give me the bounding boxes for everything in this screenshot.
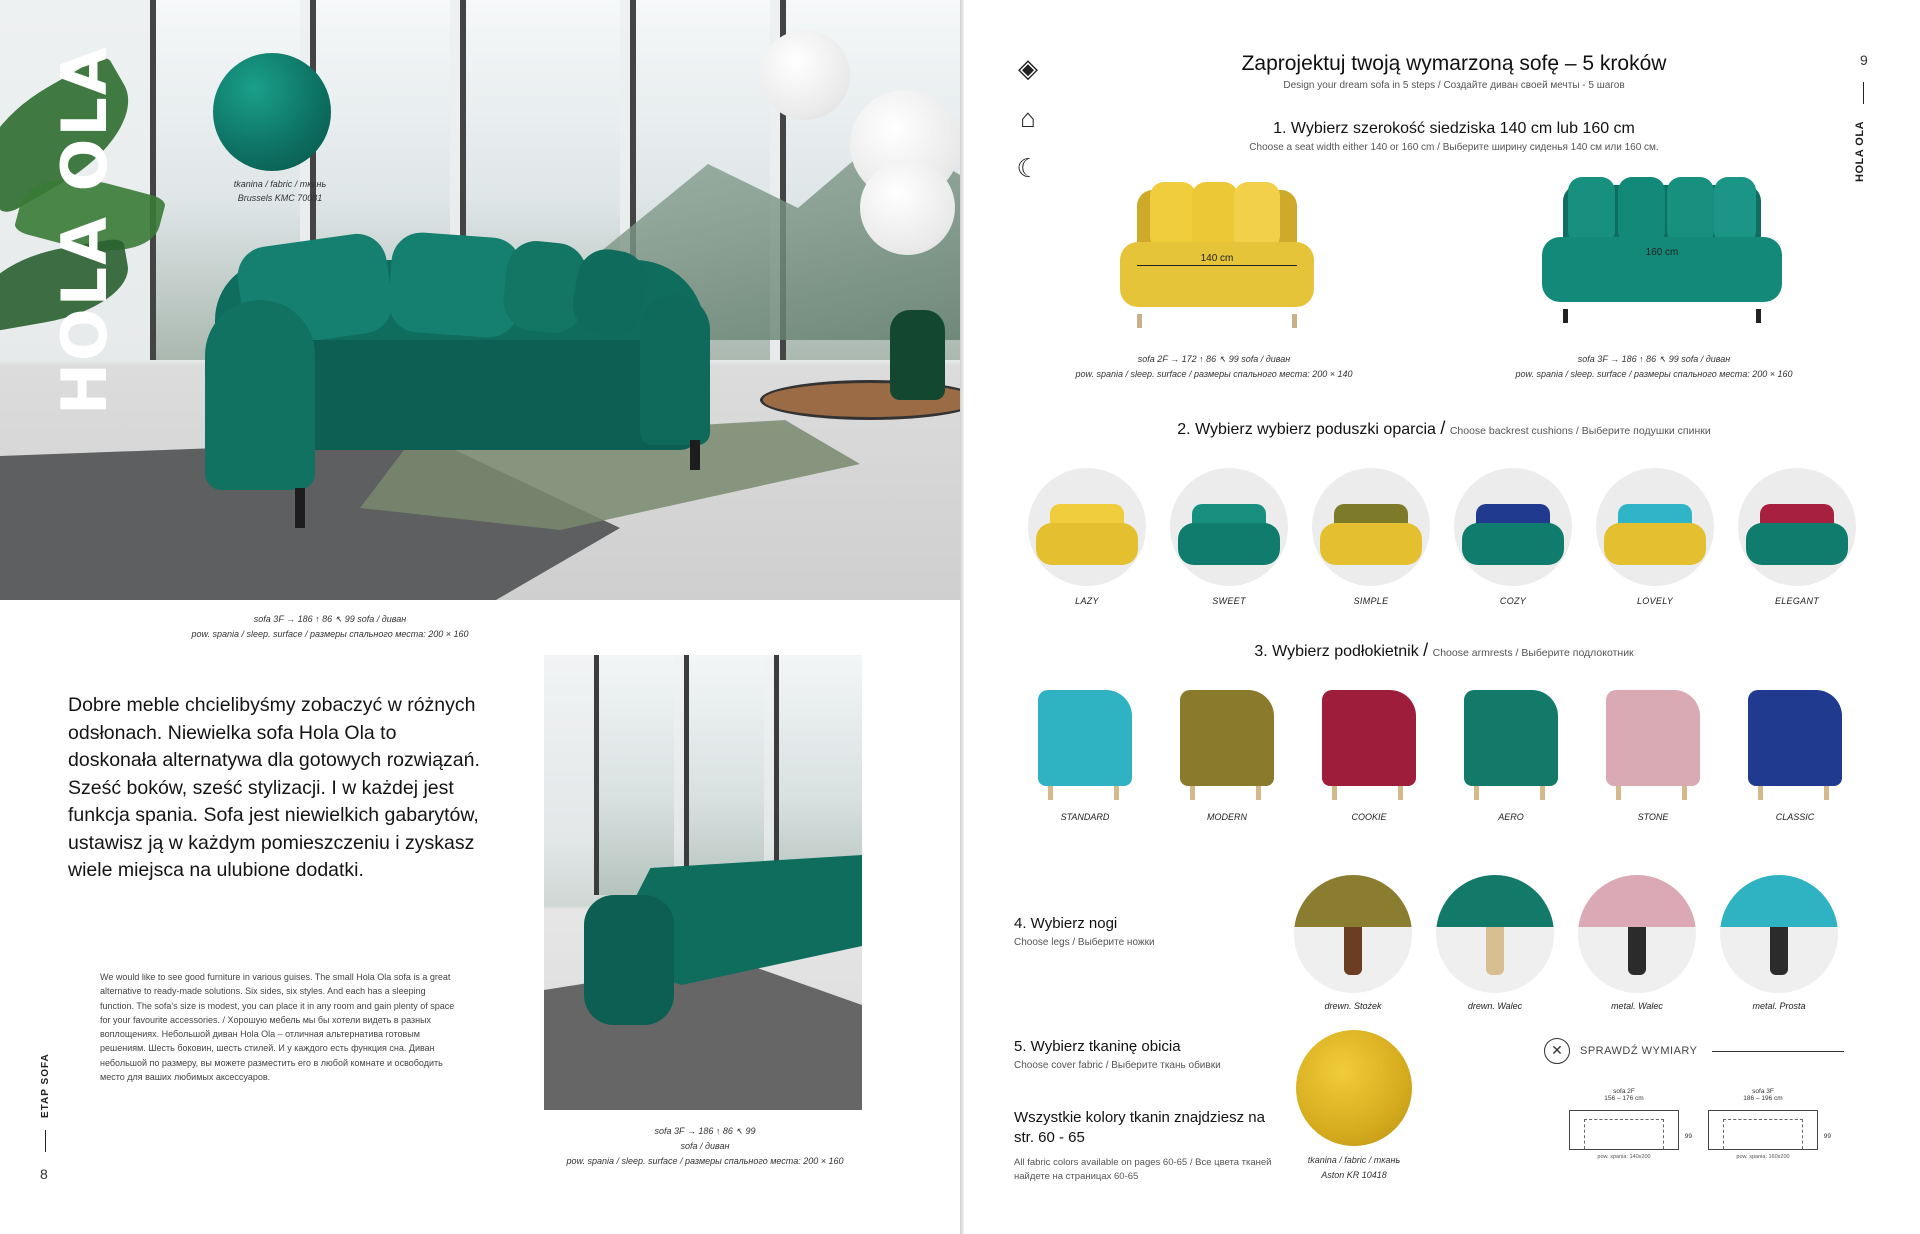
- sofa-160-spec: sofa 3F → 186 ↑ 86 ↖ 99 sofa / диван pow. spania / sleep. surface / размеры спального места: 200 × 160: [1515, 354, 1793, 379]
- step2-heading: 2. Wybierz wybierz poduszki oparcia / Choose backrest cushions / Выберите подушки спинки: [1177, 418, 1711, 438]
- sofa-140-image: [1112, 190, 1322, 320]
- leg-options: [1294, 875, 1894, 1025]
- hero-photo: [0, 0, 960, 600]
- leg-option[interactable]: [1436, 875, 1554, 1011]
- armrest-swatch: [1606, 690, 1700, 786]
- leg-option[interactable]: [1294, 875, 1412, 1011]
- armrest-swatch: [1180, 690, 1274, 786]
- armrest-swatch: [1038, 690, 1132, 786]
- option-label: metal. Walec: [1611, 1001, 1663, 1011]
- option-label: drewn. Walec: [1467, 1001, 1523, 1011]
- armrest-swatch: [1322, 690, 1416, 786]
- armrest-option[interactable]: [1598, 690, 1708, 822]
- option-label: LOVELY: [1637, 596, 1673, 606]
- pendant-lamp: [760, 30, 850, 120]
- leg-swatch: [1294, 875, 1412, 993]
- leg-swatch: [1720, 875, 1838, 993]
- step1-heading: 1. Wybierz szerokość siedziska 140 cm lub 160 cm Choose a seat width either 140 or 160 cm / Выберите ширину сиденья 140 см или 160 см.: [1249, 120, 1659, 153]
- right-page: [964, 0, 1920, 1234]
- dimension-drawing-3f: sofa 3F 186 – 196 cm 99 pow. spania: 160x200: [1708, 1088, 1818, 1160]
- fabric-swatch: [213, 53, 331, 171]
- width-label: 140 cm: [1200, 253, 1234, 265]
- dimension-drawing-2f: sofa 2F 156 – 176 cm 99 pow. spania: 140x200: [1569, 1088, 1679, 1160]
- sofa-arm-left: [205, 300, 315, 490]
- sleeping-sofa-photo: [544, 655, 862, 1110]
- cushion-option[interactable]: [1596, 468, 1714, 606]
- fabric-swatch: [1296, 1030, 1412, 1146]
- divider: [1863, 82, 1864, 104]
- sofa-outline-icon: ⌂: [1020, 103, 1036, 133]
- option-label: MODERN: [1207, 812, 1247, 822]
- cushion-option[interactable]: [1454, 468, 1572, 606]
- body-text: We would like to see good furniture in various guises. The small Hola Ola sofa is a great alternative to ready-made solutions. Six sides, six styles. And each has a sleeping function. The sofa's size is modest, you can place it in any room and gain plenty of space for your favourite accessories. / Хорошую мебель мы бы хотели видеть в разных воплощениях. Небольшой диван Hola Ola – отличная альтернатива готовым решениям. Шесть боковин, шесть стилей. И у каждого есть функция сна. Диван небольшой по размеру, вы можете разместить его в любой комнате и освободить место для ваших любимых аксессуаров.: [100, 972, 455, 1083]
- width-label: 160 cm: [1645, 247, 1679, 259]
- brand-vertical: HOLA OLA: [48, 45, 121, 415]
- sofa-arm: [584, 895, 674, 1025]
- option-label: drewn. Stożek: [1324, 1001, 1382, 1011]
- option-label: metal. Prosta: [1752, 1001, 1806, 1011]
- leg-swatch: [1436, 875, 1554, 993]
- armrest-swatch: [1748, 690, 1842, 786]
- cushion-option[interactable]: [1170, 468, 1288, 606]
- pillow: [387, 231, 524, 340]
- cushion-option[interactable]: [1312, 468, 1430, 606]
- armrest-option[interactable]: [1740, 690, 1850, 822]
- page-heading: [1164, 52, 1744, 91]
- all-colors-note: Wszystkie kolory tkanin znajdziesz na str. 60 - 65 All fabric colors available on pages 60-65 / Все цвета тканей найдете на страницах 60-65: [1014, 1109, 1272, 1182]
- sofa-leg: [690, 440, 700, 470]
- armrest-option[interactable]: [1172, 690, 1282, 822]
- photo2-caption: sofa 3F → 186 ↑ 86 ↖ 99 sofa / диван pow. spania / sleep. surface / размеры спального места: 200 × 160: [566, 1126, 844, 1166]
- cushion-swatch: [1738, 468, 1856, 586]
- sofa-leg: [295, 488, 305, 528]
- cushion-options: [1028, 468, 1878, 608]
- cushion-swatch: [1028, 468, 1146, 586]
- option-label: COOKIE: [1351, 812, 1387, 822]
- window: [684, 655, 764, 895]
- option-label: STANDARD: [1060, 812, 1110, 822]
- pendant-lamp: [860, 160, 955, 255]
- sofa-160-image: [1532, 185, 1792, 315]
- window: [594, 655, 674, 895]
- option-label: AERO: [1498, 812, 1524, 822]
- option-label: CLASSIC: [1775, 812, 1815, 822]
- leg-swatch: [1578, 875, 1696, 993]
- option-label: SIMPLE: [1353, 596, 1389, 606]
- page-subtitle: Design your dream sofa in 5 steps / Создайте диван своей мечты - 5 шагов: [1283, 80, 1625, 91]
- step3-heading: 3. Wybierz podłokietnik / Choose armrests / Выберите подлокотник: [1254, 640, 1634, 660]
- option-label: STONE: [1637, 812, 1669, 822]
- cushion-option[interactable]: [1738, 468, 1856, 606]
- section-label: ETAP SOFA: [40, 1053, 51, 1118]
- armrest-swatch: [1464, 690, 1558, 786]
- icon-column: [1012, 52, 1052, 202]
- check-dimensions: ✕ SPRAWDŹ WYMIARY: [1544, 1038, 1844, 1064]
- sofa-140-spec: sofa 2F → 172 ↑ 86 ↖ 99 sofa / диван pow. spania / sleep. surface / размеры спального места: 200 × 140: [1075, 354, 1353, 379]
- cushion-swatch: [1596, 468, 1714, 586]
- sofa-arm-right: [640, 295, 710, 445]
- leg-option[interactable]: [1720, 875, 1838, 1011]
- vase: [890, 310, 945, 400]
- option-label: COZY: [1499, 596, 1527, 606]
- sofa-seat: [280, 340, 700, 450]
- armrest-options: [1030, 690, 1880, 840]
- page-number: 8: [40, 1166, 48, 1182]
- ruler-icon: ✕: [1544, 1038, 1570, 1064]
- page-number: 9: [1860, 52, 1868, 68]
- armrest-option[interactable]: [1030, 690, 1140, 822]
- divider: [45, 1130, 46, 1152]
- armrest-option[interactable]: [1456, 690, 1566, 822]
- lead-paragraph: Dobre meble chcielibyśmy zobaczyć w różnych odsłonach. Niewielka sofa Hola Ola to doskonała alternatywa dla gotowych rozwiązań. Sześć boków, sześć stylizacji. I w każdej jest funkcja spania. Sofa jest niewielkich gabarytów, ustawisz ją w każdym pomieszczeniu i zyskasz wiele miejsca na ulubione dodatki.: [68, 694, 480, 881]
- leg-option[interactable]: [1578, 875, 1696, 1011]
- fabric-caption: tkanina / fabric / ткань Brussels KMC 70081: [233, 179, 327, 203]
- moon-icon: ☾: [1016, 153, 1040, 183]
- step4-heading: 4. Wybierz nogi Choose legs / Выберите ножки: [1014, 915, 1155, 948]
- vertical-title: HOLA OLA: [1854, 120, 1866, 182]
- option-label: LAZY: [1075, 596, 1099, 606]
- fabric-caption: tkanina / fabric / ткань Aston KR 10418: [1307, 1155, 1401, 1180]
- page-title: Zaprojektuj twoją wymarzoną sofę – 5 kroków: [1241, 52, 1667, 75]
- cushion-swatch: [1170, 468, 1288, 586]
- cushion-swatch: [1454, 468, 1572, 586]
- cushion-swatch: [1312, 468, 1430, 586]
- diamond-pattern-icon: ◈: [1018, 53, 1038, 83]
- option-label: ELEGANT: [1774, 596, 1820, 606]
- hero-caption: sofa 3F → 186 ↑ 86 ↖ 99 sofa / диван pow. spania / sleep. surface / размеры спального места: 200 × 160: [191, 614, 469, 639]
- cushion-option[interactable]: [1028, 468, 1146, 606]
- armrest-option[interactable]: [1314, 690, 1424, 822]
- step5-heading: 5. Wybierz tkaninę obicia Choose cover fabric / Выберите ткань обивки: [1014, 1038, 1221, 1071]
- option-label: SWEET: [1212, 596, 1246, 606]
